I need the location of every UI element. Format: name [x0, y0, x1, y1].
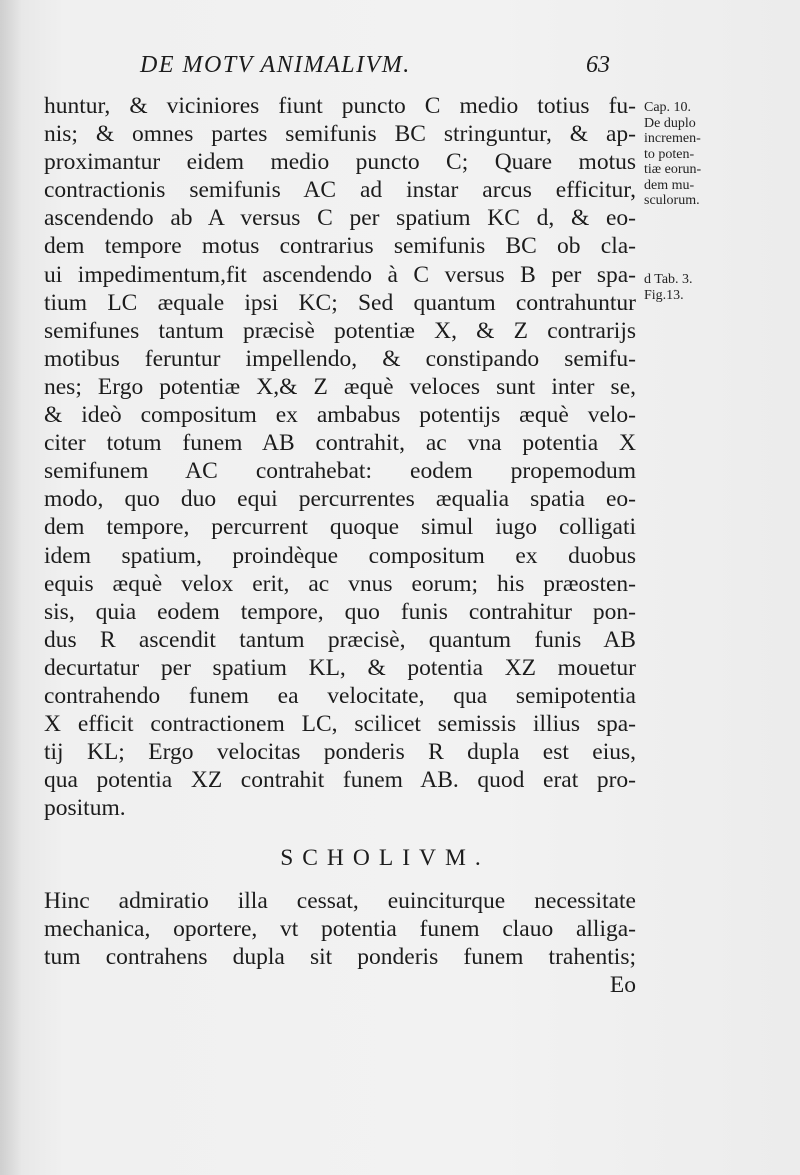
text-line: contrahendo funem ea velocitate, qua semipotentia	[44, 682, 636, 709]
text-line: dem tempore, percurrent quoque simul iugo colligati	[44, 514, 636, 541]
margin-note-line: Cap. 10.	[644, 100, 692, 115]
text-line: motibus feruntur impellendo, & constipando semifu-	[44, 345, 636, 372]
scholium-line: mechanica, oportere, vt potentia funem clauo alliga-	[44, 915, 636, 942]
text-line: huntur, & viciniores fiunt puncto C medio totius fu-	[44, 93, 636, 119]
margin-note-line: d Tab. 3.	[644, 272, 693, 287]
scholium-line: tum contrahens dupla sit ponderis funem trahentis;	[44, 943, 636, 970]
text-line: qua potentia XZ contrahit funem AB. quod erat pro-	[44, 767, 636, 794]
margin-note-line: Fig.13.	[644, 287, 684, 303]
margin-note-line: incremen-	[644, 131, 701, 146]
running-title: DE MOTV ANIMALIVM.	[140, 52, 411, 78]
text-line: decurtatur per spatium KL, & potentia XZ mouetur	[44, 654, 636, 681]
margin-note-line: tiæ eorun-	[644, 162, 702, 177]
text-line: ui impedimentum,fit ascendendo à C versus B per spa-	[44, 261, 636, 288]
scholium-paragraph	[44, 887, 636, 971]
text-line: positum.	[44, 795, 126, 822]
text-line: semifunes tantum præcisè potentiæ X, & Z contrarijs	[44, 317, 636, 344]
text-line: proximantur eidem medio puncto C; Quare motus	[44, 149, 636, 176]
margin-note-figure-lines	[644, 272, 764, 303]
page-gutter-shadow	[0, 0, 22, 1175]
scholium-line: Hinc admiratio illa cessat, euinciturque necessitate	[44, 887, 636, 914]
catchword: Eo	[609, 971, 636, 998]
text-line: semifunem AC contrahebat: eodem propemodum	[44, 458, 636, 485]
text-line: tij KL; Ergo velocitas ponderis R dupla est eius,	[44, 739, 636, 766]
margin-note-line: to poten-	[644, 146, 695, 162]
text-line: nis; & omnes partes semifunis BC stringuntur, & ap-	[44, 121, 636, 148]
text-line: X efficit contractionem LC, scilicet semissis illius spa-	[44, 711, 636, 738]
text-line: & ideò compositum ex ambabus potentijs æquè velo-	[44, 402, 636, 429]
scholium-heading: SCHOLIVM.	[280, 845, 490, 872]
text-line: tium LC æquale ipsi KC; Sed quantum contrahuntur	[44, 289, 636, 316]
text-line: dus R ascendit tantum præcisè, quantum funis AB	[44, 626, 636, 653]
text-line: citer totum funem AB contrahit, ac vna potentia X	[44, 430, 636, 457]
body-text	[44, 92, 636, 999]
text-line: modo, quo duo equi percurrentes æqualia spatia eo-	[44, 486, 636, 513]
margin-note-line: dem mu-	[644, 177, 695, 193]
page-number: 63	[586, 52, 610, 78]
text-line: equis æquè velox erit, ac vnus eorum; his præosten-	[44, 570, 636, 597]
text-line: nes; Ergo potentiæ X,& Z æquè veloces sunt inter se,	[44, 373, 636, 400]
page-header	[140, 52, 610, 88]
body-paragraph	[44, 92, 636, 822]
text-line: contractionis semifunis AC ad instar arcus efficitur,	[44, 177, 636, 204]
text-line: sis, quia eodem tempore, quo funis contrahitur pon-	[44, 598, 636, 625]
margin-note-chapter-lines	[644, 100, 764, 209]
text-line: dem tempore motus contrarius semifunis BC ob cla-	[44, 233, 636, 260]
margin-note-figure	[644, 272, 764, 303]
margin-note-line: sculorum.	[644, 193, 700, 208]
text-line: idem spatium, proindèque compositum ex duobus	[44, 542, 636, 569]
margin-note-chapter	[644, 100, 764, 209]
margin-note-line: De duplo	[644, 115, 696, 131]
text-line: ascendendo ab A versus C per spatium KC d, & eo-	[44, 205, 636, 232]
